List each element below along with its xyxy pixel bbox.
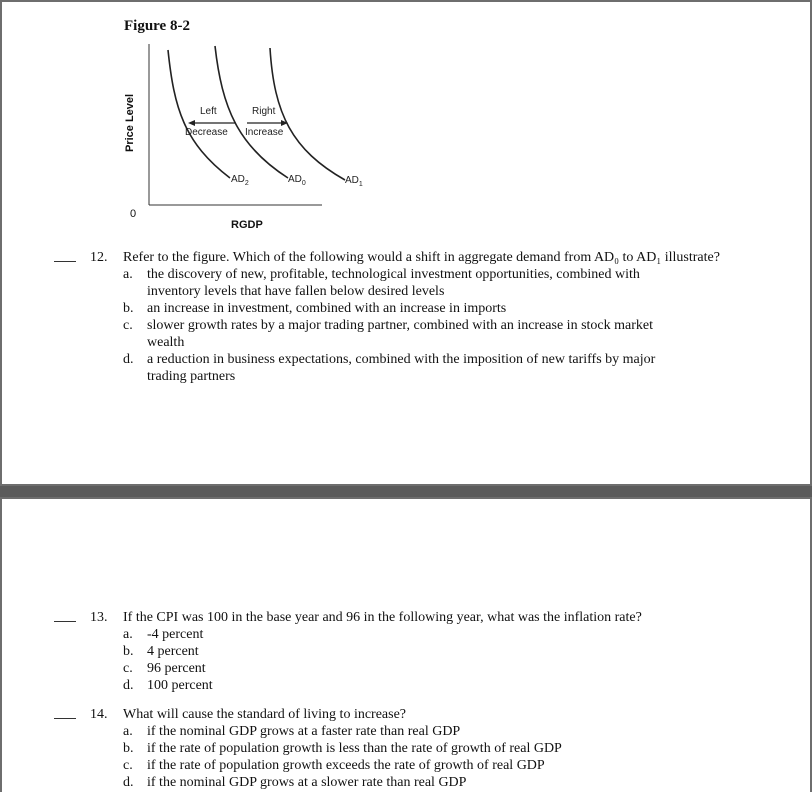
decrease-label: Decrease	[185, 127, 228, 138]
question-text: What will cause the standard of living to increase?	[123, 707, 407, 722]
origin-label: 0	[130, 208, 137, 220]
option-letter: b.	[123, 644, 134, 659]
option-letter: a.	[123, 627, 133, 642]
right-label: Right	[252, 106, 276, 117]
document-page-2	[0, 497, 812, 792]
ad2-curve	[168, 50, 230, 178]
figure-title: Figure 8-2	[124, 18, 190, 34]
answer-blank[interactable]	[54, 261, 76, 262]
option-letter: d.	[123, 775, 134, 790]
answer-blank[interactable]	[54, 718, 76, 719]
option-text: 100 percent	[147, 678, 213, 693]
option-text: if the nominal GDP grows at a slower rate than real GDP	[147, 775, 467, 790]
option-text: the discovery of new, profitable, technological investment opportunities, combined with	[147, 267, 640, 282]
ad1-curve	[270, 48, 345, 180]
option-text-cont: wealth	[147, 335, 185, 350]
option-text: 4 percent	[147, 644, 199, 659]
answer-blank[interactable]	[54, 621, 76, 622]
ad-graph	[112, 38, 372, 238]
option-letter: c.	[123, 318, 133, 333]
option-text: if the nominal GDP grows at a faster rate than real GDP	[147, 724, 461, 739]
increase-label: Increase	[245, 127, 284, 138]
option-b	[123, 740, 562, 757]
option-a	[123, 266, 640, 299]
option-b	[123, 300, 507, 317]
option-d	[123, 677, 213, 694]
option-letter: b.	[123, 741, 134, 756]
option-letter: c.	[123, 661, 133, 676]
question-number: 14.	[90, 707, 108, 722]
option-text-cont: inventory levels that have fallen below desired levels	[147, 284, 445, 299]
option-text-cont: trading partners	[147, 369, 236, 384]
ad1-label: $AD_1$	[345, 175, 363, 188]
question-number: 13.	[90, 610, 108, 625]
option-c	[123, 757, 545, 774]
option-text: if the rate of population growth is less than the rate of growth of real GDP	[147, 741, 562, 756]
option-a	[123, 723, 461, 740]
option-d	[123, 351, 656, 384]
option-text: an increase in investment, combined with an increase in imports	[147, 301, 507, 316]
option-text: -4 percent	[147, 627, 204, 642]
option-letter: a.	[123, 267, 133, 282]
x-axis-label: RGDP	[231, 219, 263, 231]
left-label: Left	[200, 106, 217, 117]
option-b	[123, 643, 199, 660]
option-letter: d.	[123, 352, 134, 367]
question-text: Refer to the figure. Which of the following would a shift in aggregate demand from AD₀ to AD₁ illustrate?	[123, 250, 720, 265]
option-letter: c.	[123, 758, 133, 773]
y-axis-label: Price Level	[124, 93, 136, 152]
option-d	[123, 774, 467, 791]
ad-figure	[112, 38, 372, 238]
page-separator	[0, 486, 812, 497]
option-c	[123, 660, 206, 677]
option-text: slower growth rates by a major trading partner, combined with an increase in stock market	[147, 318, 653, 333]
option-text: 96 percent	[147, 661, 206, 676]
option-letter: a.	[123, 724, 133, 739]
option-a	[123, 626, 204, 643]
option-c	[123, 317, 653, 350]
question-number: 12.	[90, 250, 108, 265]
ad0-label: $AD_0$	[288, 174, 306, 187]
option-letter: b.	[123, 301, 134, 316]
ad2-label: $AD_2$	[231, 174, 249, 187]
question-text: If the CPI was 100 in the base year and 96 in the following year, what was the inflation rate?	[123, 610, 642, 625]
option-text: if the rate of population growth exceeds the rate of growth of real GDP	[147, 758, 545, 773]
option-text: a reduction in business expectations, combined with the imposition of new tariffs by major	[147, 352, 656, 367]
option-letter: d.	[123, 678, 134, 693]
